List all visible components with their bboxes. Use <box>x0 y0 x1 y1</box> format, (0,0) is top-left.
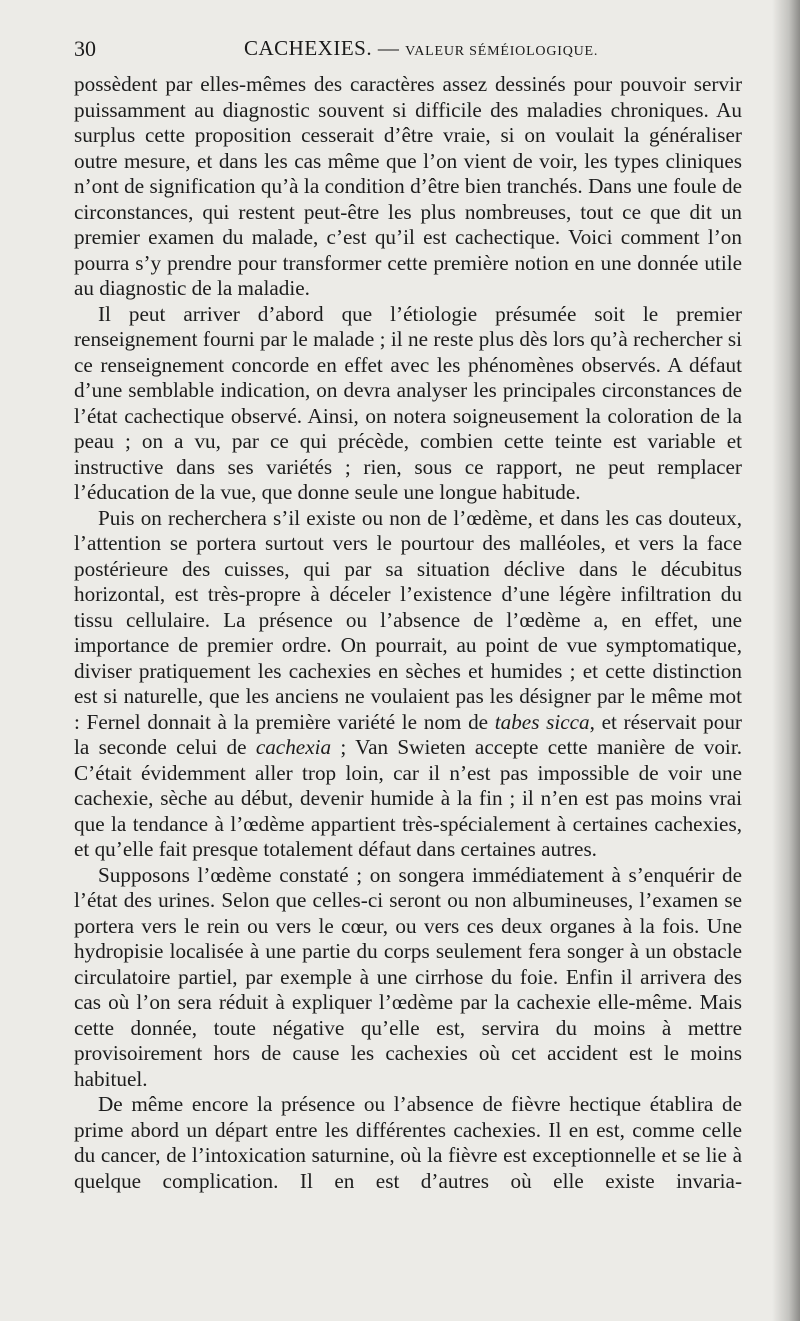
running-head-subtitle: VALEUR SÉMÉIOLOGIQUE. <box>405 44 599 59</box>
paragraph: Il peut arriver d’abord que l’étiologie présumée soit le premier renseignement fourni par le malade ; il ne reste plus dès lors qu’à rechercher si ce renseignement concorde en effet avec les phénomènes observés. A défaut d’une semblable indication, on devra analyser les principales circonstances de l’état cachectique observé. Ainsi, on notera soigneusement la coloration de la peau ; on a vu, par ce qui précède, combien cette teinte est variable et instructive dans ses variétés ; rien, sous ce rapport, ne peut remplacer l’éducation de la vue, que donne seule une longue habitude. <box>74 301 742 504</box>
running-head-title: CACHEXIES. — <box>244 36 400 60</box>
paragraph-continued: possèdent par elles-mêmes des caractères assez dessinés pour pouvoir servir puissamment au diagnostic souvent si difficile des maladies chroniques. Au surplus cette proposition cesserait d’être vraie, si on voulait la généraliser outre mesure, et dans les cas même que l’on vient de voir, les types cliniques n’ont de signification qu’à la condition d’être bien tranchés. Dans une foule de circonstances, qui restent peut-être les plus nombreuses, tout ce que dit un premier examen du malade, c’est qu’il est cachectique. Voici comment l’on pourra s’y prendre pour transformer cette première notion en une donnée utile au diagnostic de la maladie. <box>74 72 742 300</box>
page-number: 30 <box>74 36 96 61</box>
paragraph: Puis on recherchera s’il existe ou non de l’œdème, et dans les cas douteux, l’attention se portera surtout vers le pourtour des malléoles, et vers la face postérieure des cuisses, qui par sa situation déclive dans le décubitus horizontal, est très-propre à déceler l’existence d’une légère infiltration du tissu cellulaire. La présence ou l’absence de l’œdème a, en effet, une importance de premier ordre. On pourrait, au point de vue symptomatique, diviser pratiquement les cachexies en sèches et humides ; et cette distinction est si naturelle, que les anciens ne voulaient pas les désigner par le même mot : Fernel donnait à la première variété le nom de tabes sicca, et réservait pour la seconde celui de cachexia ; Van Swieten accepte cette manière de voir. C’était évidemment aller trop loin, car il n’est pas impossible de voir une cachexie, sèche au début, devenir humide à la fin ; il n’en est pas moins vrai que la tendance à l’œdème appartient très-spécialement à certaines cachexies, et qu’elle fait presque totalement défaut dans certaines autres. <box>74 505 742 861</box>
paragraph-truncated: De même encore la présence ou l’absence de fièvre hectique établira de prime abord un départ entre les différentes cachexies. Il en est, comme celle du cancer, de l’intoxication saturnine, où la fièvre est exceptionnelle et se lie à quelque complication. Il en est d’autres où elle existe invaria- <box>74 1092 742 1193</box>
running-head <box>244 36 598 61</box>
page-header <box>74 36 742 66</box>
paragraph: Supposons l’œdème constaté ; on songera immédiatement à s’enquérir de l’état des urines. Selon que celles-ci seront ou non albumineuses, l’examen se portera vers le rein ou vers le cœur, ou vers ces deux organes à la fois. Une hydropisie localisée à une partie du corps seulement fera songer à un obstacle circulatoire partiel, par exemple à une cirrhose du foie. Enfin il arrivera des cas où l’on sera réduit à expliquer l’œdème par la cachexie elle-même. Mais cette donnée, toute négative qu’elle est, servira du moins à mettre provisoirement hors de cause les cachexies où cet accident est le moins habituel. <box>74 862 742 1091</box>
page-edge-shadow <box>772 0 800 1321</box>
body-text <box>74 72 742 1194</box>
